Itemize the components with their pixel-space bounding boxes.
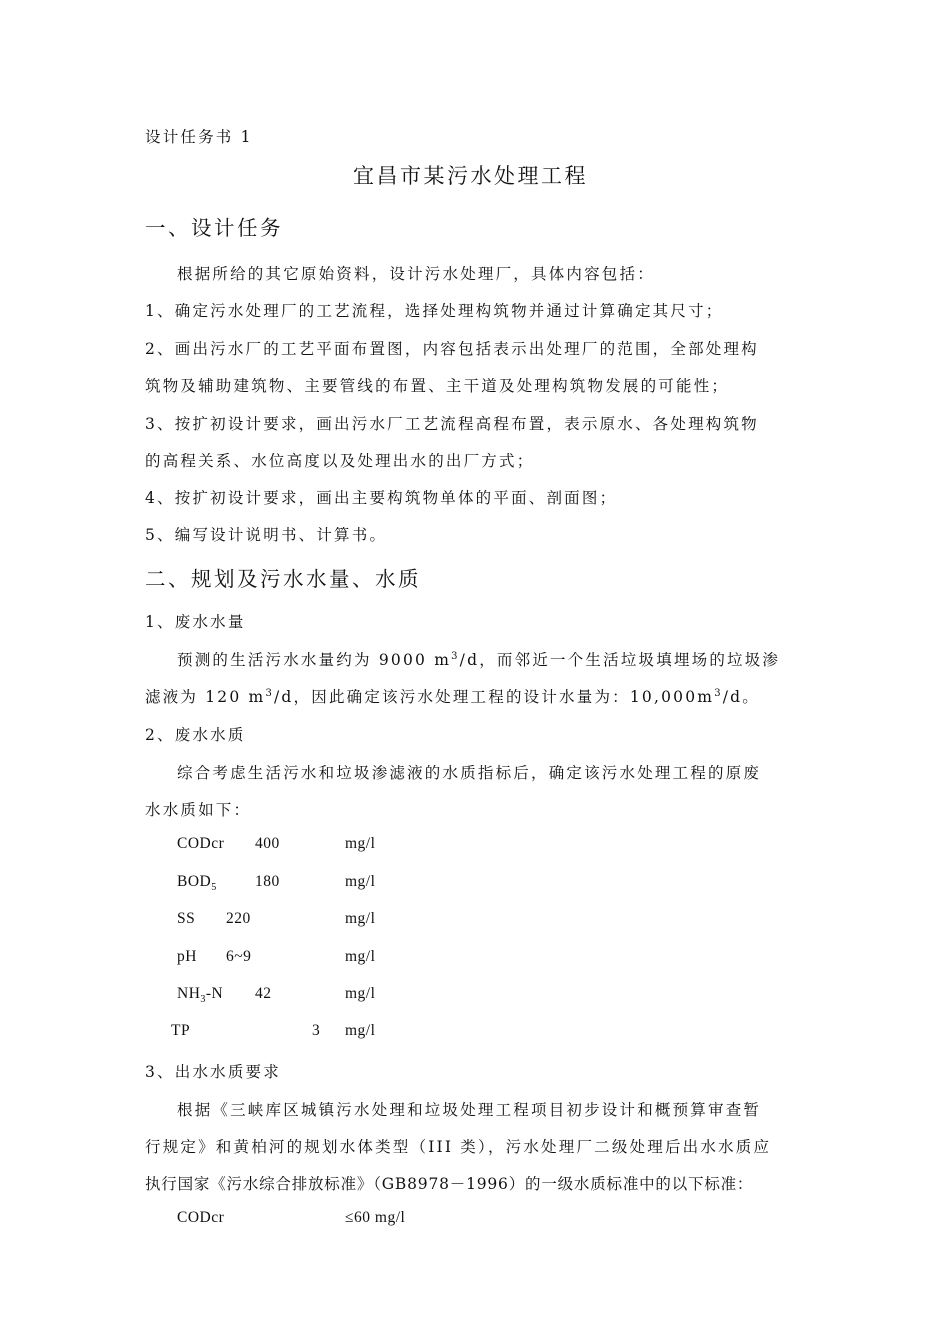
effluent-line2: 行规定》和黄柏河的规划水体类型（III 类），污水处理厂二级处理后出水水质应 [145, 1138, 772, 1156]
quality-value-nh3n: 42 [255, 985, 272, 1002]
document-title: 宜昌市某污水处理工程 [353, 164, 588, 188]
subheading-effluent-requirements: 3、出水水质要求 [145, 1063, 281, 1081]
task-item-4: 4、按扩初设计要求，画出主要构筑物单体的平面、剖面图； [145, 489, 618, 507]
water-quality-line1: 综合考虑生活污水和垃圾渗滤液的水质指标后，确定该污水处理工程的原废 [177, 764, 762, 782]
quality-unit-codcr: mg/l [345, 835, 376, 852]
quality-unit-ph: mg/l [345, 948, 376, 965]
water-quantity-line1: 预测的生活污水水量约为 9000 $m^3/d$，而邻近一个生活垃圾填埋场的垃圾渗 [177, 650, 781, 669]
quality-param-bod5: $BOD_5$ [177, 873, 217, 894]
quality-param-nh3n: $NH_3-N$ [177, 985, 224, 1006]
quality-value-bod5: 180 [255, 873, 280, 890]
section-heading-2: 二、规划及污水水量、水质 [145, 567, 421, 591]
effluent-line1: 根据《三峡库区城镇污水处理和垃圾处理工程项目初步设计和概预算审查暂 [177, 1101, 762, 1119]
water-quality-line2: 水水质如下： [145, 801, 252, 819]
quality-value-ph: 6~9 [226, 948, 252, 965]
effluent-param-codcr: CODcr [177, 1209, 225, 1226]
effluent-value-codcr: ≤60 mg/l [345, 1209, 406, 1226]
quality-param-codcr: CODcr [177, 835, 225, 852]
section1-intro: 根据所给的其它原始资料，设计污水处理厂，具体内容包括： [177, 265, 655, 283]
quality-param-ph: pH [177, 948, 197, 965]
quality-unit-tp: mg/l [345, 1022, 376, 1039]
water-quantity-line2: 滤液为 120 $m^3/d$，因此确定该污水处理工程的设计水量为：$10,000m^3/d$。 [145, 687, 760, 706]
effluent-line3: 执行国家《污水综合排放标准》（GB8978－1996）的一级水质标准中的以下标准： [145, 1175, 754, 1193]
task-item-3-line1: 3、按扩初设计要求，画出污水厂工艺流程高程布置，表示原水、各处理构筑物 [145, 415, 759, 433]
quality-param-ss: SS [177, 910, 196, 927]
task-item-1: 1、确定污水处理厂的工艺流程，选择处理构筑物并通过计算确定其尺寸； [145, 302, 724, 320]
quality-unit-bod5: mg/l [345, 873, 376, 890]
subheading-water-quantity: 1、废水水量 [145, 613, 246, 631]
task-item-2-line2: 筑物及辅助建筑物、主要管线的布置、主干道及处理构筑物发展的可能性； [145, 377, 730, 395]
subheading-water-quality: 2、废水水质 [145, 726, 246, 744]
document-label: 设计任务书 1 [145, 128, 253, 146]
quality-value-ss: 220 [226, 910, 251, 927]
quality-unit-nh3n: mg/l [345, 985, 376, 1002]
quality-value-codcr: 400 [255, 835, 280, 852]
task-item-3-line2: 的高程关系、水位高度以及处理出水的出厂方式； [145, 452, 535, 470]
task-item-5: 5、编写设计说明书、计算书。 [145, 526, 388, 544]
section-heading-1: 一、设计任务 [145, 216, 283, 240]
quality-value-tp: 3 [312, 1022, 321, 1039]
quality-param-tp: TP [171, 1022, 191, 1039]
task-item-2-line1: 2、画出污水厂的工艺平面布置图，内容包括表示出处理厂的范围，全部处理构 [145, 340, 759, 358]
quality-unit-ss: mg/l [345, 910, 376, 927]
